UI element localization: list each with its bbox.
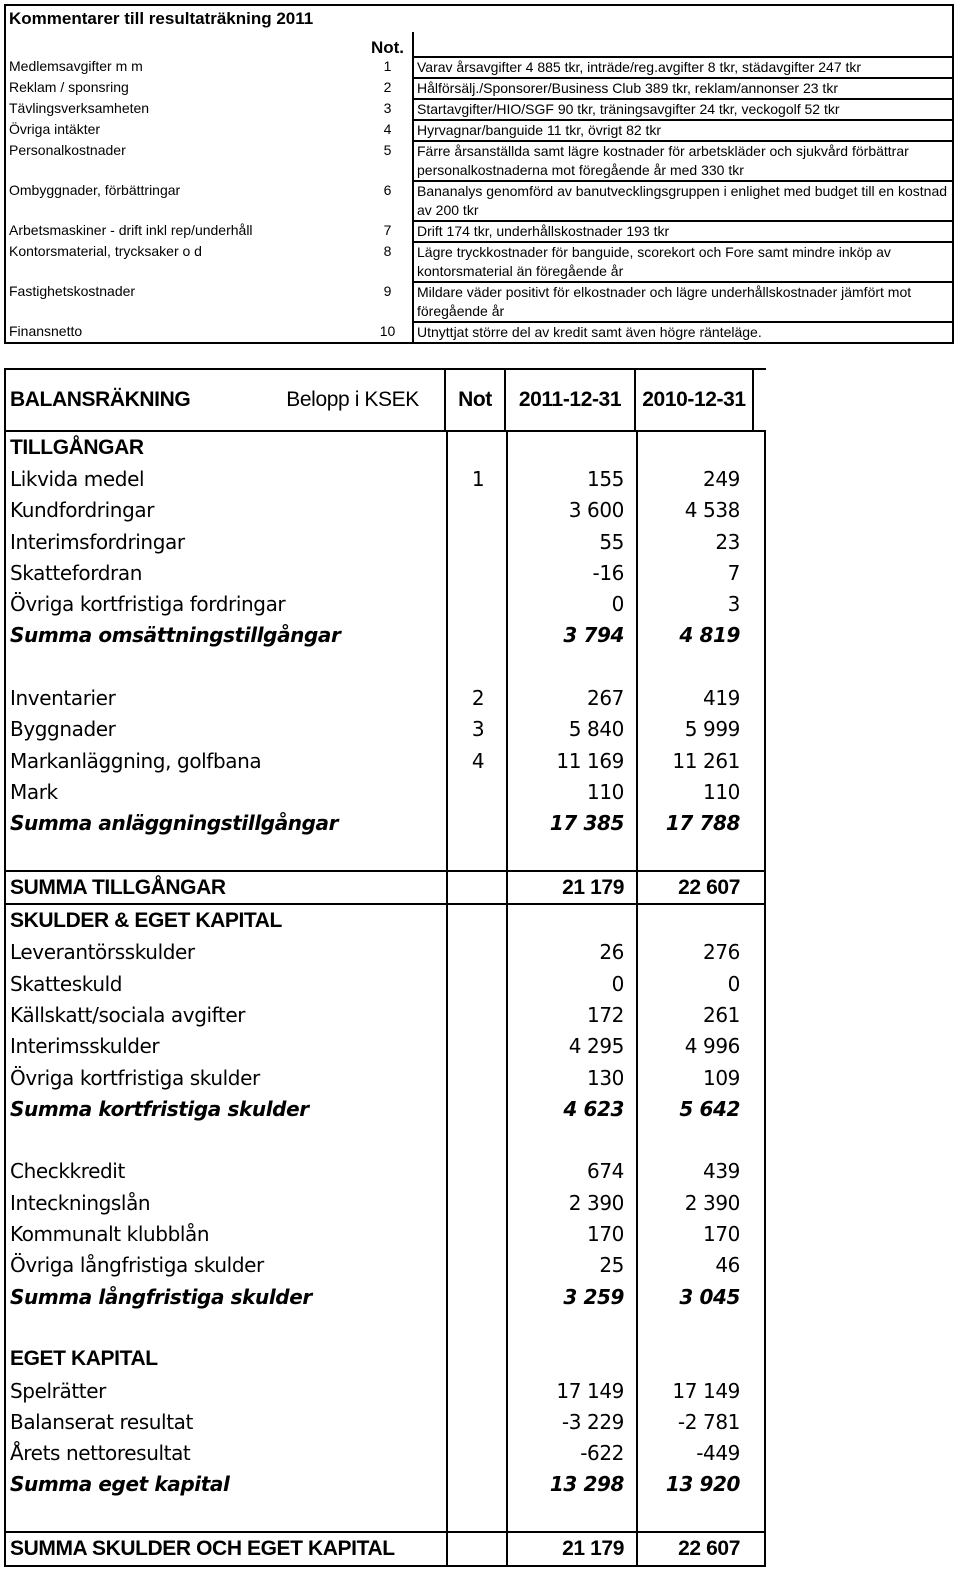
comment-label: Personalkostnader [5,141,363,181]
balance-label: Likvida medel [10,466,145,491]
balance-note [448,808,508,839]
balance-label: Interimsfordringar [10,529,185,554]
comments-header-row [5,32,953,57]
comment-text: Utnyttjat större del av kredit samt även högre ränteläge. [413,322,953,343]
balance-note [448,1125,508,1156]
comments-row [5,242,953,282]
comment-note: 2 [363,78,413,99]
balance-label: Övriga långfristiga skulder [10,1253,264,1278]
balance-note [448,1344,508,1375]
balance-value-2011: 4 623 [563,1096,624,1121]
balance-value-2010: 419 [703,686,740,711]
balance-value-2011 [508,905,638,936]
balance-header-2010: 2010-12-31 [636,370,754,430]
balance-note [448,937,508,968]
balance-row-sum [6,1093,766,1124]
balance-note [448,1218,508,1249]
balance-value-2010: 11 261 [672,748,740,773]
balance-note [448,1469,508,1500]
comment-label: Fastighetskostnader [5,282,363,322]
balance-note [448,905,508,936]
balance-value-2010: 23 [715,529,740,554]
balance-note [448,1312,508,1343]
balance-value-2011: 3 600 [568,498,624,523]
balance-label: Kommunalt klubblån [10,1222,210,1247]
balance-row-item [6,1250,766,1281]
balance-value-2010: 439 [703,1159,740,1184]
balance-value-2011: 4 295 [568,1034,624,1059]
balance-value-2010 [638,1344,756,1375]
balance-note [448,1281,508,1312]
balance-label: Checkkredit [10,1159,125,1184]
balance-row-blank [6,839,766,870]
balance-label: Kundfordringar [10,498,155,523]
balance-value-2011: 155 [587,466,624,491]
comment-text: Färre årsanställda samt lägre kostnader för arbetskläder och sjukvård förbättrar personalkostnaderna mot föregående år med 330 tkr [413,141,953,181]
comments-row [5,99,953,120]
balance-value-2010: 3 [727,592,740,617]
balance-label: SUMMA SKULDER OCH EGET KAPITAL [10,1537,395,1561]
balance-value-2011: -3 229 [561,1409,624,1434]
balance-value-2011: 130 [587,1065,624,1090]
balance-row-item [6,557,766,588]
balance-label: Inteckningslån [10,1190,151,1215]
balance-note [448,1093,508,1124]
balance-value-2011: 13 298 [549,1472,624,1497]
balance-note [448,1156,508,1187]
comment-note: 5 [363,141,413,181]
comments-row [5,57,953,78]
balance-row-item [6,1375,766,1406]
balance-row-item [6,776,766,807]
balance-value-2010: 3 045 [679,1284,740,1309]
balance-value-2011: 55 [599,529,624,554]
comment-note: 4 [363,120,413,141]
balance-value-2010: 13 920 [665,1472,740,1497]
balance-label: Markanläggning, golfbana [10,748,262,773]
balance-row-section [6,905,766,936]
balance-body [4,432,766,1567]
balance-label: Summa eget kapital [10,1472,230,1497]
comment-label: Övriga intäkter [5,120,363,141]
balance-value-2011: 25 [599,1253,624,1278]
balance-value-2011: 0 [611,592,624,617]
balance-value-2010: 249 [703,466,740,491]
balance-value-2011: 172 [587,1002,624,1027]
comments-title: Kommentarer till resultaträkning 2011 [5,5,953,32]
balance-row-item [6,937,766,968]
balance-value-2010: 276 [703,940,740,965]
balance-note [448,1438,508,1469]
comment-label: Arbetsmaskiner - drift inkl rep/underhåll [5,221,363,242]
balance-value-2010: 2 390 [684,1190,740,1215]
balance-value-2010: 22 607 [678,1537,740,1561]
balance-value-2011: 674 [587,1159,624,1184]
balance-value-2011 [508,651,638,682]
balance-label: Skatteskuld [10,971,123,996]
balance-note [448,968,508,999]
balance-value-2011: 5 840 [568,717,624,742]
balance-label: Summa kortfristiga skulder [10,1096,309,1121]
balance-row-item [6,495,766,526]
balance-note [448,1533,508,1564]
balance-label [6,1312,448,1343]
balance-note [448,1250,508,1281]
balance-unit: Belopp i KSEK [286,388,419,411]
balance-title: BALANSRÄKNING [10,388,191,411]
balance-row-item [6,526,766,557]
balance-label: Balanserat resultat [10,1409,193,1434]
comments-table [4,4,954,344]
balance-value-2010: 17 788 [665,811,740,836]
balance-row-item [6,682,766,713]
balance-value-2010 [638,1500,756,1531]
balance-row-item [6,1156,766,1187]
comment-note: 1 [363,57,413,78]
balance-value-2011: 11 169 [556,748,624,773]
balance-value-2010: 46 [715,1253,740,1278]
balance-note: 4 [471,748,485,773]
comment-text: Mildare väder positivt för elkostnader och lägre underhållskostnader jämfört mot föregående år [413,282,953,322]
balance-note [448,1187,508,1218]
balance-value-2010: -449 [696,1441,740,1466]
balance-row-grand [6,870,766,905]
balance-row-item [6,588,766,619]
balance-value-2010 [638,905,756,936]
balance-note [448,872,508,903]
comment-text: Hålförsälj./Sponsorer/Business Club 389 tkr, reklam/annonser 23 tkr [413,78,953,99]
comments-row [5,181,953,221]
balance-row-blank [6,1125,766,1156]
balance-note [448,1406,508,1437]
balance-note [448,1062,508,1093]
comment-label: Tävlingsverksamheten [5,99,363,120]
comment-label: Finansnetto [5,322,363,343]
balance-value-2011: 3 794 [563,623,624,648]
balance-note [448,526,508,557]
comment-note: 9 [363,282,413,322]
balance-note [448,432,508,463]
comments-header-blank [5,32,363,57]
balance-value-2011: 26 [599,940,624,965]
balance-row-section [6,1344,766,1375]
balance-divider-1 [636,432,638,1567]
balance-label [6,651,448,682]
balance-value-2011: 21 179 [562,875,624,899]
balance-label: Inventarier [10,686,116,711]
balance-row-item [6,1187,766,1218]
balance-header-2011: 2011-12-31 [506,370,636,430]
balance-row-grand [6,1531,766,1566]
comment-label: Reklam / sponsring [5,78,363,99]
balance-label: Källskatt/sociala avgifter [10,1002,246,1027]
balance-label: Byggnader [10,717,116,742]
balance-sheet [4,368,766,1567]
balance-note [448,1375,508,1406]
balance-label: Summa anläggningstillgångar [10,811,339,836]
balance-value-2011 [508,1125,638,1156]
comments-row [5,120,953,141]
balance-header-title-cell [4,370,446,430]
balance-label: Interimsskulder [10,1034,160,1059]
balance-label [6,1500,448,1531]
balance-row-blank [6,651,766,682]
comment-text: Lägre tryckkostnader för banguide, scorekort och Fore samt mindre inköp av kontorsmaterial än föregående år [413,242,953,282]
balance-note: 1 [471,466,485,491]
balance-label: Årets nettoresultat [10,1441,191,1466]
balance-value-2010: 0 [727,971,740,996]
balance-value-2011: 170 [587,1222,624,1247]
balance-note [448,651,508,682]
balance-row-item [6,999,766,1030]
balance-note [448,839,508,870]
balance-value-2010: 5 642 [679,1096,740,1121]
comment-text: Startavgifter/HIO/SGF 90 tkr, träningsavgifter 24 tkr, veckogolf 52 tkr [413,99,953,120]
balance-note [448,588,508,619]
balance-label: Övriga kortfristiga skulder [10,1065,260,1090]
comments-row [5,221,953,242]
comment-note: 10 [363,322,413,343]
balance-row-item [6,745,766,776]
balance-divider-2 [764,432,766,1567]
balance-note [448,999,508,1030]
comment-text: Bananalys genomförd av banutvecklingsgruppen i enlighet med budget till en kostnad av 200 tkr [413,181,953,221]
balance-label: Summa omsättningstillgångar [10,623,341,648]
balance-label: SUMMA TILLGÅNGAR [10,875,226,899]
balance-value-2011: 267 [587,686,624,711]
balance-label: Övriga kortfristiga fordringar [10,592,286,617]
balance-value-2010 [638,432,756,463]
comment-text: Hyrvagnar/banguide 11 tkr, övrigt 82 tkr [413,120,953,141]
comments-row [5,282,953,322]
balance-value-2010 [638,1125,756,1156]
balance-row-item [6,1031,766,1062]
balance-label: Skattefordran [10,560,142,585]
balance-row-item [6,1406,766,1437]
balance-value-2010: 5 999 [684,717,740,742]
balance-row-blank [6,1500,766,1531]
balance-value-2011 [508,1312,638,1343]
comment-text: Drift 174 tkr, underhållskostnader 193 tkr [413,221,953,242]
balance-value-2010: 110 [703,779,740,804]
balance-value-2010 [638,1312,756,1343]
comments-not-header: Not. [363,32,413,57]
balance-value-2011: 2 390 [568,1190,624,1215]
balance-value-2010: 22 607 [678,875,740,899]
balance-value-2010: -2 781 [677,1409,740,1434]
balance-label: SKULDER & EGET KAPITAL [10,909,282,933]
balance-label: Summa långfristiga skulder [10,1284,312,1309]
comment-label: Kontorsmaterial, trycksaker o d [5,242,363,282]
balance-row-item [6,1218,766,1249]
balance-label: Spelrätter [10,1378,106,1403]
balance-row-sum [6,1469,766,1500]
comment-note: 6 [363,181,413,221]
balance-value-2011: -622 [580,1441,624,1466]
balance-value-2011: 110 [587,779,624,804]
balance-note [448,495,508,526]
balance-value-2010: 4 819 [679,623,740,648]
balance-row-blank [6,1312,766,1343]
balance-value-2011: 17 385 [549,811,624,836]
balance-value-2010: 4 996 [684,1034,740,1059]
balance-row-sum [6,620,766,651]
balance-value-2010: 170 [703,1222,740,1247]
balance-row-item [6,714,766,745]
balance-label: Mark [10,779,58,804]
balance-row-item [6,968,766,999]
balance-row-sum [6,808,766,839]
balance-note [448,1500,508,1531]
balance-header [4,368,766,432]
balance-row-item [6,463,766,494]
comments-title-row [5,5,953,32]
balance-note: 3 [471,717,485,742]
balance-label: Leverantörsskulder [10,940,195,965]
balance-value-2010 [638,839,756,870]
balance-value-2010 [638,651,756,682]
balance-row-item [6,1438,766,1469]
balance-note [448,1031,508,1062]
balance-value-2011: 21 179 [562,1537,624,1561]
balance-value-2010: 109 [703,1065,740,1090]
balance-header-not: Not [446,370,506,430]
balance-row-item [6,1062,766,1093]
balance-label [6,1125,448,1156]
comments-row [5,322,953,343]
balance-value-2011 [508,1344,638,1375]
balance-value-2010: 4 538 [684,498,740,523]
balance-value-2011: 0 [611,971,624,996]
comment-label: Medlemsavgifter m m [5,57,363,78]
comment-text: Varav årsavgifter 4 885 tkr, inträde/reg.avgifter 8 tkr, städavgifter 247 tkr [413,57,953,78]
balance-value-2011: 17 149 [556,1378,624,1403]
balance-value-2011: 3 259 [563,1284,624,1309]
balance-value-2010: 7 [727,560,740,585]
balance-row-section [6,432,766,463]
comment-note: 8 [363,242,413,282]
balance-note [448,776,508,807]
balance-value-2010: 261 [703,1002,740,1027]
comments-header-blank-right [413,32,953,57]
balance-note: 2 [471,686,485,711]
comment-note: 3 [363,99,413,120]
comments-row [5,141,953,181]
balance-value-2011 [508,839,638,870]
balance-row-sum [6,1281,766,1312]
balance-value-2011 [508,432,638,463]
balance-value-2011 [508,1500,638,1531]
comment-note: 7 [363,221,413,242]
balance-note [448,620,508,651]
balance-value-2011: -16 [592,560,624,585]
balance-label [6,839,448,870]
balance-label: EGET KAPITAL [10,1347,158,1371]
comments-row [5,78,953,99]
balance-label: TILLGÅNGAR [10,435,144,459]
balance-note [448,557,508,588]
comment-label: Ombyggnader, förbättringar [5,181,363,221]
balance-value-2010: 17 149 [672,1378,740,1403]
